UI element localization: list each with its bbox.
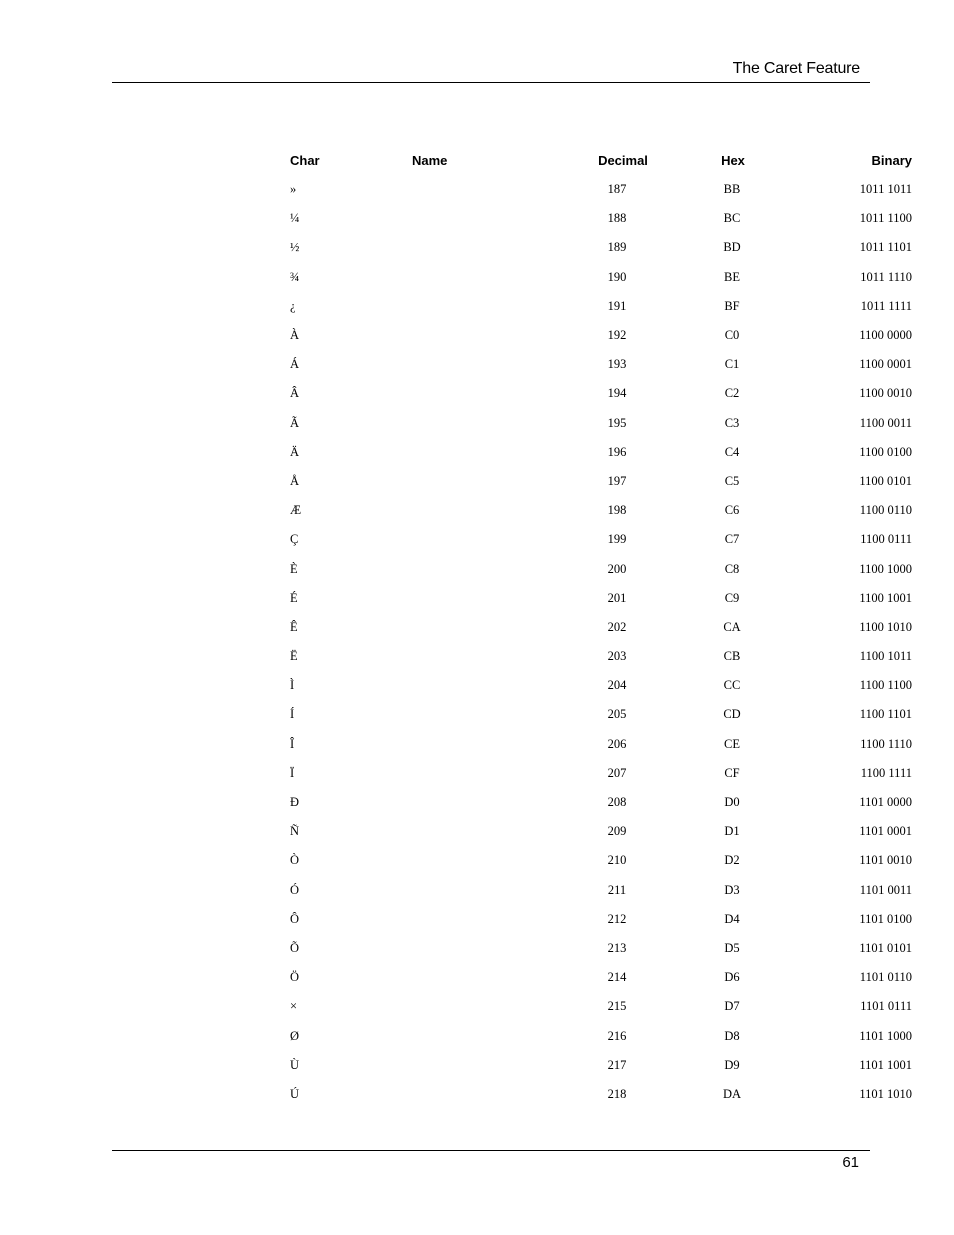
cell-char: Ú <box>290 1086 300 1101</box>
table-row <box>280 438 931 467</box>
cell-name <box>400 846 562 875</box>
column-header-hex: Hex <box>721 152 745 168</box>
cell-hex: CD <box>723 707 741 722</box>
character-code-table <box>280 145 931 1109</box>
cell-binary: 1100 0010 <box>859 386 912 401</box>
cell-char: Ò <box>290 853 300 868</box>
cell-char: Ð <box>290 795 300 810</box>
cell-decimal: 192 <box>607 328 627 343</box>
cell-name <box>400 1080 562 1109</box>
column-header-name: Name <box>412 152 448 168</box>
table-row <box>280 613 931 642</box>
cell-name <box>400 788 562 817</box>
cell-name <box>400 350 562 379</box>
cell-binary: 1101 0111 <box>860 999 912 1014</box>
cell-name <box>400 759 562 788</box>
cell-decimal: 206 <box>607 736 627 751</box>
cell-hex: CC <box>723 678 741 693</box>
cell-hex: BF <box>724 298 740 313</box>
cell-name <box>400 992 562 1021</box>
cell-hex: BC <box>723 211 741 226</box>
cell-binary: 1100 0001 <box>859 357 912 372</box>
cell-name <box>400 263 562 292</box>
cell-binary: 1101 0110 <box>859 970 912 985</box>
cell-char: Ô <box>290 911 300 926</box>
cell-binary: 1100 0100 <box>859 444 912 459</box>
cell-hex: CA <box>723 619 741 634</box>
cell-binary: 1100 1010 <box>859 619 912 634</box>
cell-hex: CB <box>723 649 741 664</box>
cell-decimal: 188 <box>607 211 627 226</box>
cell-binary: 1100 1100 <box>859 678 912 693</box>
cell-decimal: 202 <box>607 619 627 634</box>
table-row <box>280 1051 931 1080</box>
cell-name <box>400 963 562 992</box>
cell-decimal: 194 <box>607 386 627 401</box>
cell-name <box>400 817 562 846</box>
cell-decimal: 216 <box>607 1028 627 1043</box>
cell-decimal: 199 <box>607 532 627 547</box>
cell-hex: C0 <box>724 328 740 343</box>
cell-decimal: 191 <box>607 298 627 313</box>
cell-decimal: 197 <box>607 473 627 488</box>
page-header-title: The Caret Feature <box>732 60 860 77</box>
cell-name <box>400 1021 562 1050</box>
cell-name <box>400 876 562 905</box>
cell-char: È <box>290 561 298 576</box>
table-row <box>280 846 931 875</box>
cell-name <box>400 730 562 759</box>
cell-char: ½ <box>290 240 300 255</box>
cell-hex: D9 <box>724 1057 740 1072</box>
table-row <box>280 584 931 613</box>
cell-char: Ë <box>290 649 298 664</box>
cell-char: Á <box>290 357 300 372</box>
table-row <box>280 379 931 408</box>
cell-decimal: 190 <box>607 269 627 284</box>
cell-hex: D0 <box>724 795 740 810</box>
cell-name <box>400 175 562 204</box>
cell-hex: C2 <box>724 386 740 401</box>
cell-binary: 1101 0000 <box>859 795 912 810</box>
cell-decimal: 210 <box>607 853 627 868</box>
cell-hex: D7 <box>724 999 740 1014</box>
table-row <box>280 817 931 846</box>
table-row <box>280 788 931 817</box>
cell-decimal: 218 <box>607 1086 627 1101</box>
cell-binary: 1100 0101 <box>859 473 912 488</box>
cell-binary: 1100 1110 <box>860 736 912 751</box>
cell-char: Ø <box>290 1028 300 1043</box>
cell-char: É <box>290 590 298 605</box>
cell-binary: 1100 0111 <box>860 532 912 547</box>
cell-hex: C9 <box>724 590 740 605</box>
column-header-binary: Binary <box>871 152 912 168</box>
cell-char: Ê <box>290 619 298 634</box>
table-row <box>280 905 931 934</box>
cell-hex: C6 <box>724 503 740 518</box>
cell-binary: 1011 1011 <box>859 182 912 197</box>
cell-binary: 1100 0000 <box>859 328 912 343</box>
cell-hex: D4 <box>724 911 740 926</box>
cell-char: Ã <box>290 415 300 430</box>
cell-name <box>400 204 562 233</box>
cell-binary: 1011 1101 <box>859 240 912 255</box>
cell-hex: C4 <box>724 444 740 459</box>
cell-char: Í <box>290 707 295 722</box>
cell-decimal: 211 <box>607 882 627 897</box>
cell-decimal: 198 <box>607 503 627 518</box>
cell-hex: D1 <box>724 824 740 839</box>
cell-binary: 1101 0011 <box>859 882 912 897</box>
cell-name <box>400 321 562 350</box>
cell-hex: CE <box>724 736 740 751</box>
cell-char: Ì <box>290 678 295 693</box>
cell-decimal: 201 <box>607 590 627 605</box>
cell-char: À <box>290 328 300 343</box>
cell-decimal: 200 <box>607 561 627 576</box>
table-row <box>280 700 931 729</box>
cell-binary: 1101 0001 <box>859 824 912 839</box>
cell-name <box>400 905 562 934</box>
cell-binary: 1101 0100 <box>859 911 912 926</box>
cell-binary: 1101 1000 <box>859 1028 912 1043</box>
cell-decimal: 209 <box>607 824 627 839</box>
cell-binary: 1100 1011 <box>859 649 912 664</box>
table-row <box>280 1080 931 1109</box>
cell-char: × <box>290 999 298 1014</box>
cell-name <box>400 671 562 700</box>
cell-name <box>400 292 562 321</box>
cell-hex: C1 <box>724 357 740 372</box>
cell-binary: 1101 1001 <box>859 1057 912 1072</box>
table-row <box>280 554 931 583</box>
cell-name <box>400 438 562 467</box>
cell-hex: BB <box>723 182 741 197</box>
cell-name <box>400 934 562 963</box>
cell-hex: BE <box>724 269 740 284</box>
table-row <box>280 321 931 350</box>
cell-hex: DA <box>722 1086 742 1101</box>
cell-hex: BD <box>723 240 741 255</box>
cell-hex: D5 <box>724 940 740 955</box>
cell-name <box>400 1051 562 1080</box>
cell-binary: 1100 0110 <box>859 503 912 518</box>
cell-name <box>400 642 562 671</box>
cell-hex: D8 <box>724 1028 740 1043</box>
cell-char: Ñ <box>290 824 300 839</box>
cell-binary: 1011 1110 <box>860 269 912 284</box>
cell-decimal: 215 <box>607 999 627 1014</box>
page-number: 61 <box>842 1154 859 1171</box>
table-row <box>280 671 931 700</box>
cell-binary: 1011 1100 <box>859 211 912 226</box>
cell-name <box>400 554 562 583</box>
cell-binary: 1101 0101 <box>859 940 912 955</box>
cell-char: Å <box>290 473 300 488</box>
cell-hex: C8 <box>724 561 740 576</box>
cell-binary: 1101 0010 <box>859 853 912 868</box>
cell-decimal: 213 <box>607 940 627 955</box>
table-row <box>280 963 931 992</box>
table-header-row <box>280 145 931 175</box>
cell-char: » <box>290 182 297 197</box>
cell-hex: C5 <box>724 473 740 488</box>
table-row <box>280 409 931 438</box>
cell-name <box>400 584 562 613</box>
cell-hex: CF <box>724 765 740 780</box>
cell-name <box>400 467 562 496</box>
table-row <box>280 525 931 554</box>
cell-char: Ù <box>290 1057 300 1072</box>
cell-char: ¾ <box>290 269 300 284</box>
table-row <box>280 992 931 1021</box>
cell-decimal: 205 <box>607 707 627 722</box>
cell-decimal: 204 <box>607 678 627 693</box>
cell-name <box>400 525 562 554</box>
cell-decimal: 208 <box>607 795 627 810</box>
table-row <box>280 730 931 759</box>
table-row <box>280 175 931 204</box>
table-row <box>280 292 931 321</box>
cell-char: ¿ <box>290 298 296 313</box>
cell-char: Ç <box>290 532 299 547</box>
column-header-decimal: Decimal <box>598 152 648 168</box>
table-row <box>280 1021 931 1050</box>
cell-decimal: 212 <box>607 911 627 926</box>
cell-name <box>400 379 562 408</box>
column-header-char: Char <box>290 152 320 168</box>
cell-binary: 1011 1111 <box>860 298 912 313</box>
cell-decimal: 214 <box>607 970 627 985</box>
cell-char: Æ <box>290 503 302 518</box>
cell-char: Õ <box>290 940 300 955</box>
cell-decimal: 203 <box>607 649 627 664</box>
cell-name <box>400 700 562 729</box>
table-row <box>280 496 931 525</box>
cell-decimal: 196 <box>607 444 627 459</box>
cell-binary: 1100 0011 <box>859 415 912 430</box>
cell-decimal: 207 <box>607 765 627 780</box>
table-row <box>280 233 931 262</box>
cell-char: Ï <box>290 765 295 780</box>
cell-decimal: 189 <box>607 240 627 255</box>
table-row <box>280 876 931 905</box>
table-row <box>280 642 931 671</box>
cell-char: Ö <box>290 970 300 985</box>
table-row <box>280 759 931 788</box>
cell-binary: 1100 1000 <box>859 561 912 576</box>
cell-decimal: 193 <box>607 357 627 372</box>
table-row <box>280 350 931 379</box>
cell-hex: C3 <box>724 415 740 430</box>
table-body <box>280 175 931 1109</box>
header-rule <box>112 82 870 83</box>
cell-char: ¼ <box>290 211 300 226</box>
cell-char: Ó <box>290 882 300 897</box>
cell-hex: C7 <box>724 532 740 547</box>
cell-binary: 1100 1111 <box>860 765 912 780</box>
cell-binary: 1100 1001 <box>859 590 912 605</box>
cell-binary: 1101 1010 <box>859 1086 912 1101</box>
cell-binary: 1100 1101 <box>859 707 912 722</box>
footer-rule <box>112 1150 870 1151</box>
table-row <box>280 263 931 292</box>
cell-name <box>400 496 562 525</box>
cell-decimal: 187 <box>607 182 627 197</box>
table-row <box>280 467 931 496</box>
cell-hex: D6 <box>724 970 740 985</box>
cell-name <box>400 233 562 262</box>
cell-char: Â <box>290 386 300 401</box>
cell-name <box>400 409 562 438</box>
cell-decimal: 195 <box>607 415 627 430</box>
cell-name <box>400 613 562 642</box>
table-row <box>280 204 931 233</box>
cell-hex: D2 <box>724 853 740 868</box>
cell-hex: D3 <box>724 882 740 897</box>
cell-char: Ä <box>290 444 300 459</box>
cell-char: Î <box>290 736 295 751</box>
cell-decimal: 217 <box>607 1057 627 1072</box>
table-row <box>280 934 931 963</box>
